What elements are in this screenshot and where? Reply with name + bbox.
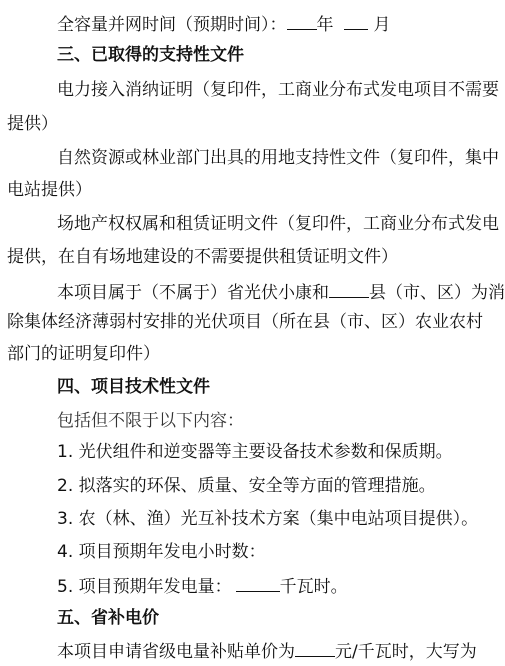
subsidy-label: 本项目申请省级电量补贴单价为 [57, 642, 295, 662]
tech-item-1: 1. 光伏组件和逆变器等主要设备技术参数和保质期。 [57, 442, 453, 462]
includes-line: 包括但不限于以下内容： [57, 411, 244, 431]
land-use-line-2: 电站提供） [7, 180, 92, 200]
month-blank [344, 12, 368, 30]
property-rights-line-2: 提供，在自有场地建设的不需要提供租赁证明文件） [7, 247, 398, 267]
subsidy-blank [295, 639, 335, 657]
month-label: 月 [373, 15, 391, 35]
section-4-heading: 四、项目技术性文件 [57, 377, 210, 397]
annual-generation-label: 5. 项目预期年发电量： [57, 577, 232, 597]
power-access-line-1: 电力接入消纳证明（复印件，工商业分布式发电项目不需要 [57, 80, 499, 100]
tech-item-2: 2. 拟落实的环保、质量、安全等方面的管理措施。 [57, 476, 436, 496]
tech-item-5 [57, 574, 348, 598]
section-3-heading: 三、已取得的支持性文件 [57, 45, 244, 65]
project-belongs-line-3: 部门的证明复印件） [7, 344, 160, 364]
year-label: 年 [316, 15, 334, 35]
county-label: 县（市、区）为消 [369, 283, 505, 303]
annual-generation-unit: 千瓦时。 [279, 577, 348, 597]
grid-connection-time-label: 全容量并网时间（预期时间）： [57, 15, 287, 35]
power-access-line-2: 提供） [7, 114, 58, 134]
grid-connection-time-line [57, 12, 391, 36]
subsidy-unit-label: 元/千瓦时，大写为 [335, 642, 477, 662]
section-5-heading: 五、省补电价 [57, 608, 159, 628]
year-blank [287, 12, 317, 30]
land-use-line-1: 自然资源或林业部门出具的用地支持性文件（复印件，集中 [57, 148, 499, 168]
property-rights-line-1: 场地产权权属和租赁证明文件（复印件，工商业分布式发电 [57, 214, 499, 234]
subsidy-line-1 [57, 639, 477, 663]
tech-item-3: 3. 农（林、渔）光互补技术方案（集中电站项目提供）。 [57, 509, 479, 529]
annual-generation-blank [236, 574, 280, 592]
project-belongs-label: 本项目属于（不属于）省光伏小康和 [57, 283, 329, 303]
project-belongs-line-2: 除集体经济薄弱村安排的光伏项目（所在县（市、区）农业农村 [7, 312, 483, 332]
tech-item-4: 4. 项目预期年发电小时数： [57, 542, 266, 562]
project-belongs-line-1 [57, 280, 505, 304]
county-blank [329, 280, 369, 298]
